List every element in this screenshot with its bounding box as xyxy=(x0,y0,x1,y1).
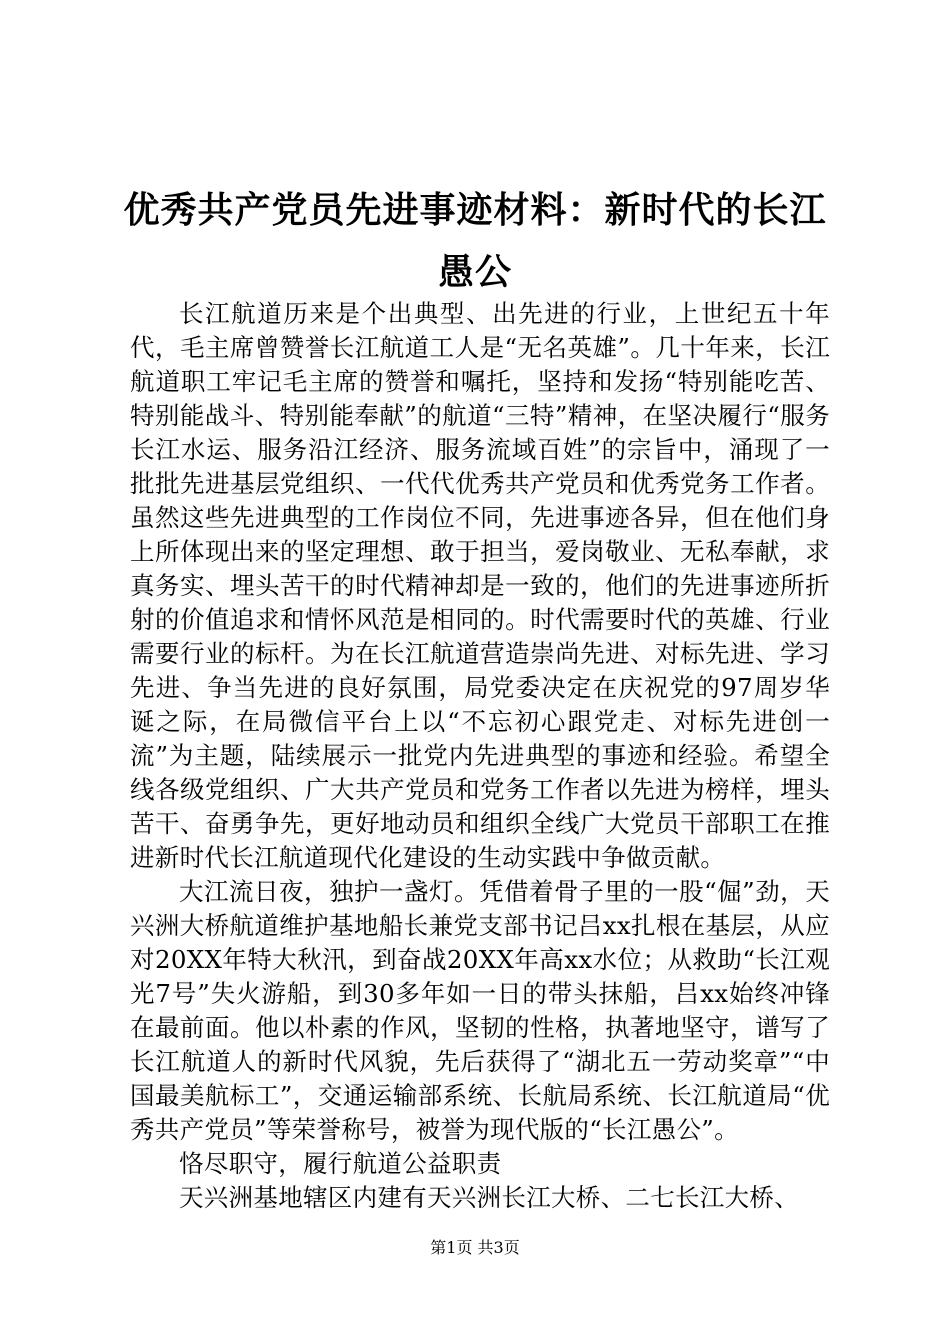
paragraph-intro: 长江航道历来是个出典型、出先进的行业，上世纪五十年代，毛主席曾赞誉长江航道工人是“无名英雄”。几十年来，长江航道职工牢记毛主席的赞誉和嘱托，坚持和发扬“特别能吃苦、特别能战斗、特别能奉献”的航道“三特”精神，在坚决履行“服务长江水运、服务沿江经济、服务流域百姓”的宗旨中，涌现了一批批先进基层党组织、一代代优秀共产党员和优秀党务工作者。虽然这些先进典型的工作岗位不同，先进事迹各异，但在他们身上所体现出来的坚定理想、敢于担当，爱岗敬业、无私奉献，求真务实、埋头苦干的时代精神却是一致的，他们的先进事迹所折射的价值追求和情怀风范是相同的。时代需要时代的英雄、行业需要行业的标杆。为在长江航道营造崇尚先进、对标先进、学习先进、争当先进的良好氛围，局党委决定在庆祝党的97周岁华诞之际，在局微信平台上以“不忘初心跟党走、对标先进创一流”为主题，陆续展示一批党内先进典型的事迹和经验。希望全线各级党组织、广大共产党员和党务工作者以先进为榜样，埋头苦干、奋勇争先，更好地动员和组织全线广大党员干部职工在推进新时代长江航道现代化建设的生动实践中争做贡献。 xyxy=(130,299,831,872)
paragraph-section-start: 天兴洲基地辖区内建有天兴洲长江大桥、二七长江大桥、 xyxy=(179,1183,799,1212)
document-title: 优秀共产党员先进事迹材料：新时代的长江愚公 xyxy=(123,190,827,293)
paragraph-profile: 大江流日夜，独护一盏灯。凭借着骨子里的一股“倔”劲，天兴洲大桥航道维护基地船长兼党支部书记吕xx扎根在基层，从应对20XX年特大秋汛，到奋战20XX年高xx水位；从救助“长江观光7号”失火游船，到30多年如一日的带头抹船，吕xx始终冲锋在最前面。他以朴素的作风，坚韧的性格，执著地坚守，谱写了长江航道人的新时代风貌，先后获得了“湖北五一劳动奖章”“中国最美航标工”，交通运输部系统、长航局系统、长江航道局“优秀共产党员”等荣誉称号，被誉为现代版的“长江愚公”。 xyxy=(130,877,830,1144)
document-body xyxy=(130,297,830,1215)
page-footer: 第1页 共3页 xyxy=(430,1238,520,1257)
section-heading: 恪尽职守，履行航道公益职责 xyxy=(179,1149,502,1178)
